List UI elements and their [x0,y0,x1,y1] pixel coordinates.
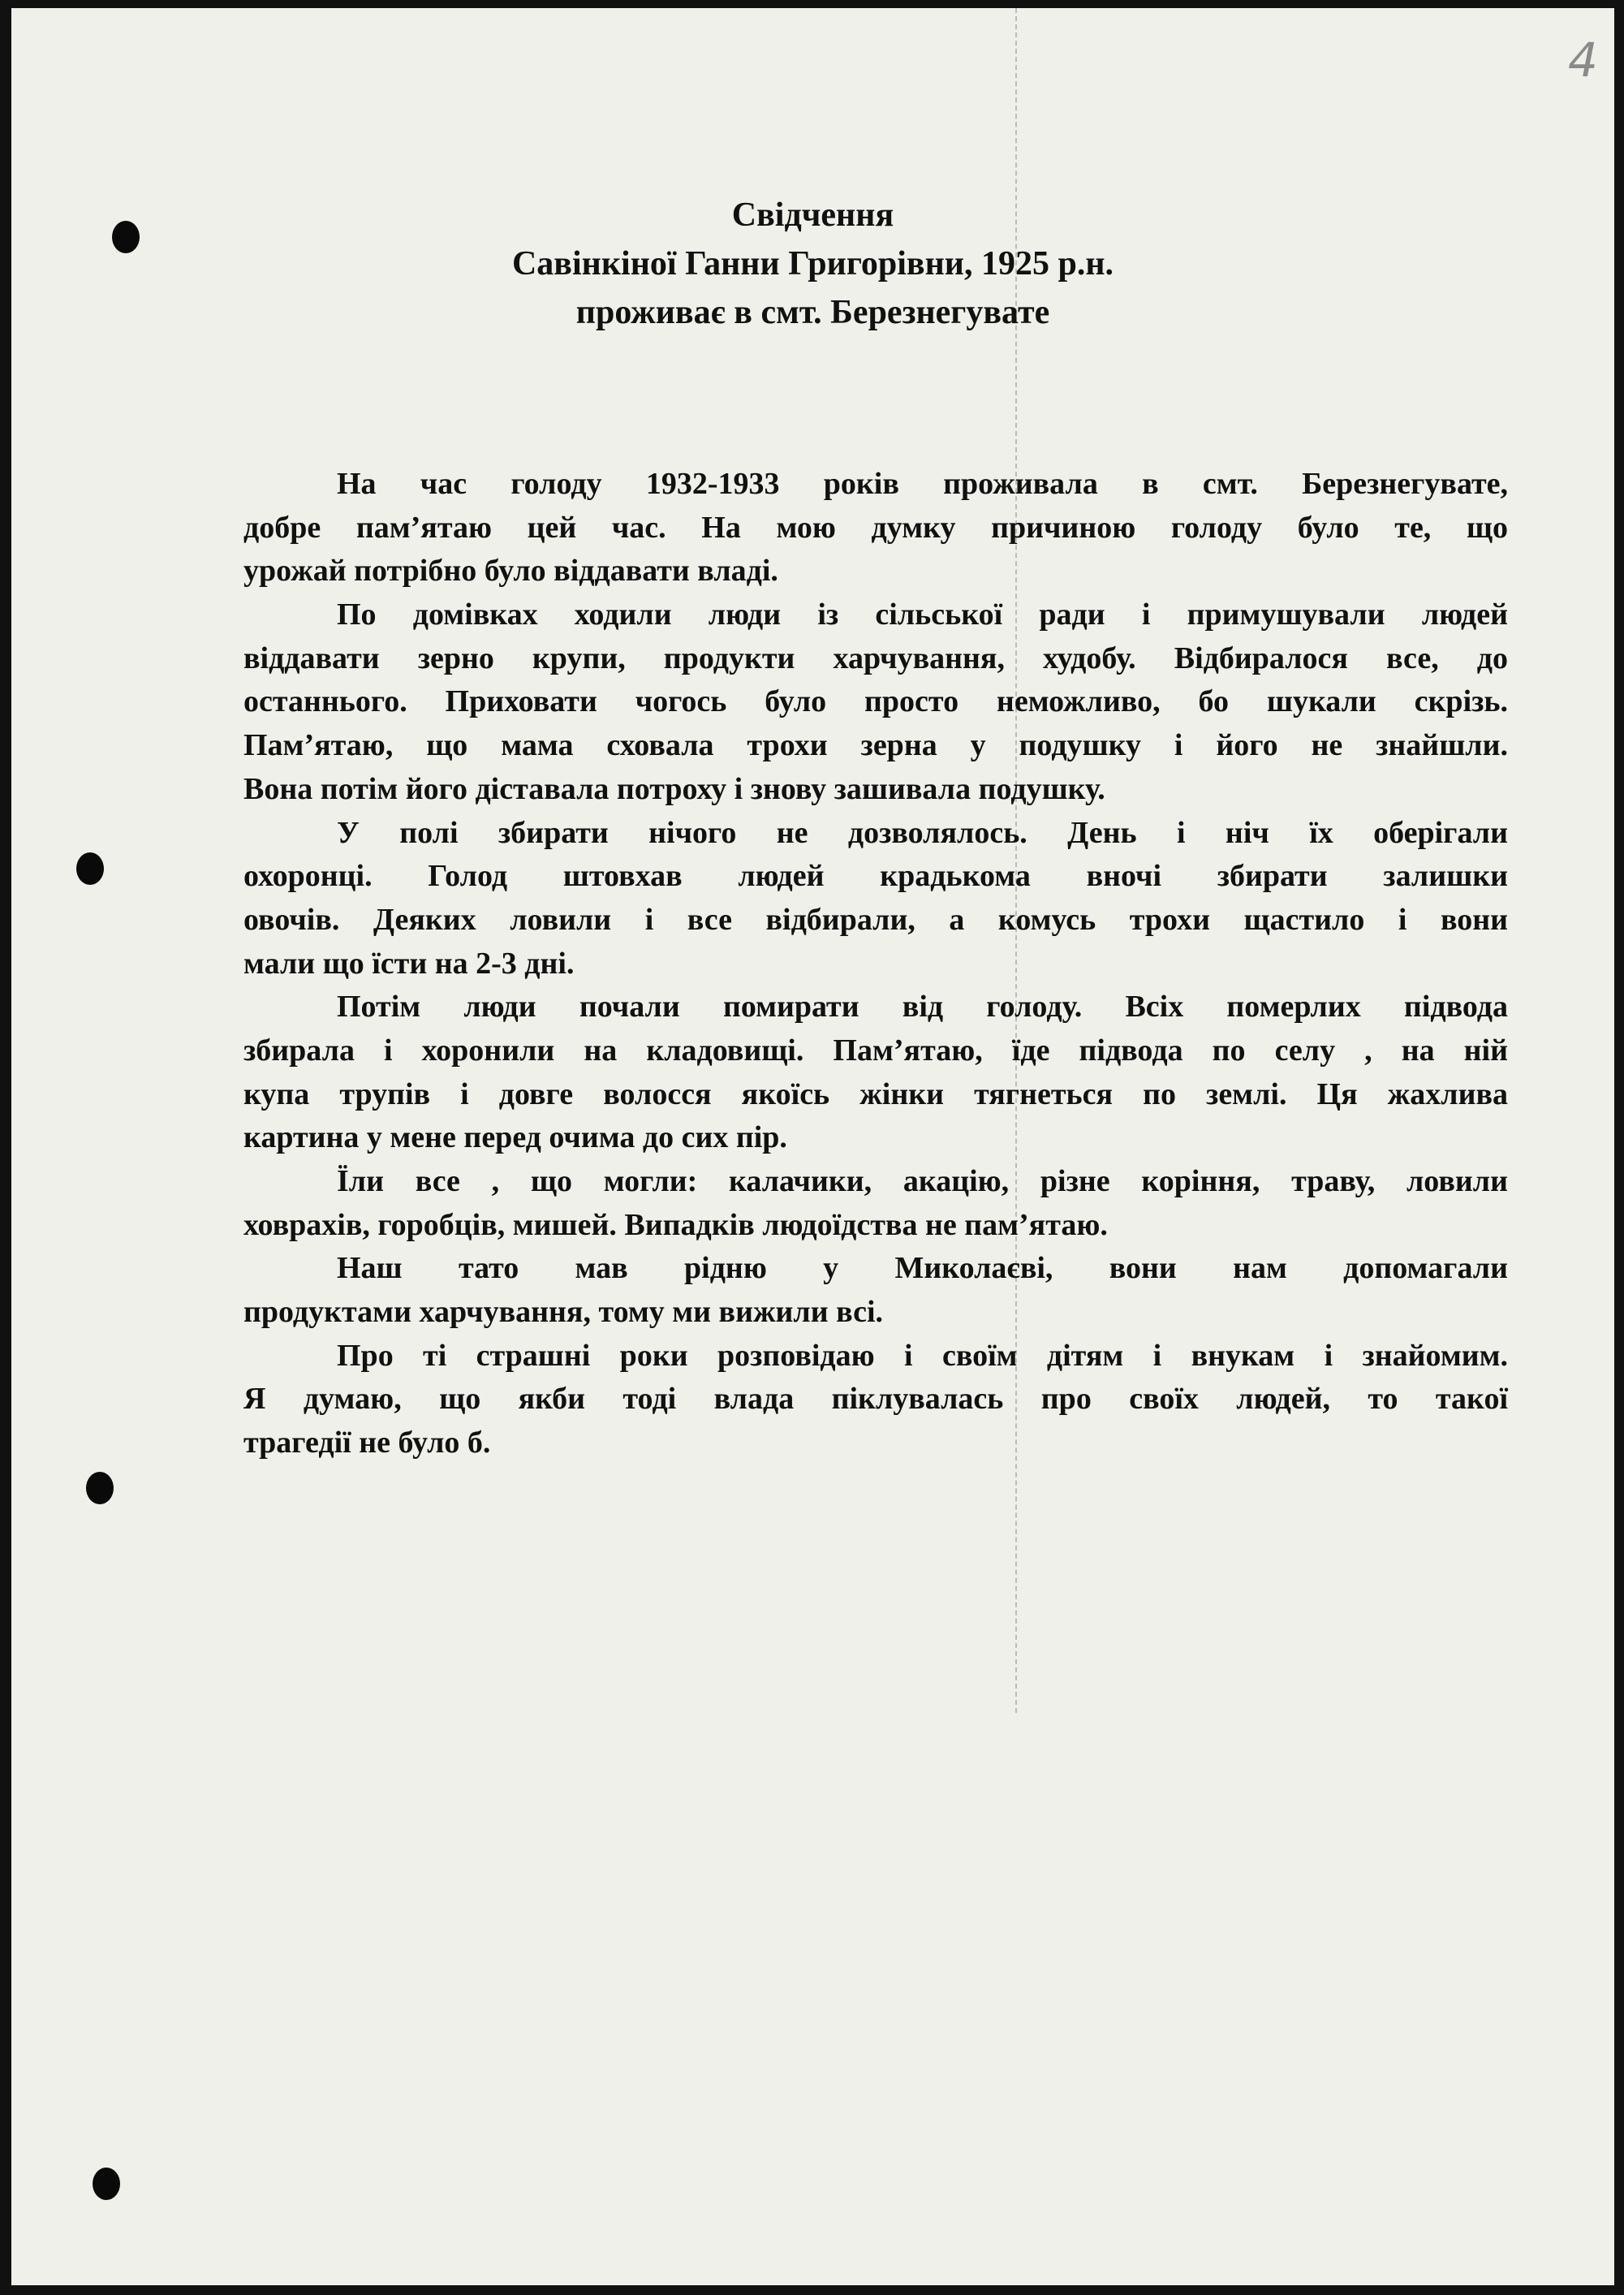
punch-hole [86,1472,114,1504]
page-number: 4 [1568,32,1598,88]
text-line: охоронці. Голод штовхав людей крадькома вночі збирати залишки [243,859,1508,894]
text-line: Потім люди почали помирати від голоду. Всіх померлих підвода [337,990,1508,1025]
text-line: Їли все , що могли: калачики, акацію, різне коріння, траву, ловили [337,1164,1508,1198]
paragraph [243,463,1508,593]
text-line: віддавати зерно крупи, продукти харчування, худобу. Відбиралося все, до [243,641,1508,675]
text-line: Про ті страшні роки розповідаю і своїм дітям і внукам і знайомим. [337,1338,1508,1373]
text-line: останнього. Приховати чогось було просто неможливо, бо шукали скрізь. [243,684,1508,719]
paragraph [243,1160,1508,1247]
testimony-body [243,463,1508,1465]
text-line: На час голоду 1932-1933 років проживала в смт. Березнегувате, [337,467,1508,501]
text-line: овочів. Деяких ловили і все відбирали, а комусь трохи щастило і вони [243,902,1508,937]
witness-name: Савінкіної Ганни Григорівни, 1925 р.н. [511,245,1114,283]
witness-residence: проживає в смт. Березнегувате [575,294,1050,331]
punch-hole [76,852,104,885]
text-line: добре пам’ятаю цей час. На мою думку причиною голоду було те, що [243,510,1508,545]
paragraph [243,986,1508,1160]
paragraph [243,1335,1508,1465]
text-line: збирала і хоронили на кладовищі. Пам’ятаю, їде підвода по селу , на ній [243,1033,1508,1068]
paragraph [243,1247,1508,1334]
paragraph [243,812,1508,986]
text-line: купа трупів і довге волосся якоїсь жінки тягнеться по землі. Ця жахлива [243,1076,1508,1111]
text-line: Я думаю, що якби тоді влада піклувалась про своїх людей, то такої [243,1382,1508,1417]
text-line: ховрахів, горобців, мишей. Випадків людоїдства не пам’ятаю. [243,1207,1108,1242]
document-header [11,191,1614,337]
punch-hole [93,2168,120,2200]
text-line: продуктами харчування, тому ми вижили всі. [243,1295,884,1330]
text-line: По домівках ходили люди із сільської ради і примушували людей [337,597,1508,632]
text-line: У полі збирати нічого не дозволялось. День і ніч їх оберігали [337,815,1508,850]
paragraph [243,593,1508,811]
text-line: картина у мене перед очима до сих пір. [243,1120,787,1155]
text-line: трагедії не було б. [243,1426,491,1460]
document-title: Свідчення [731,196,894,234]
text-line: Наш тато мав рідню у Миколаєві, вони нам допомагали [337,1251,1508,1286]
document-page [11,8,1614,2285]
text-line: Вона потім його діставала потроху і знову зашивала подушку. [243,771,1105,806]
text-line: Пам’ятаю, що мама сховала трохи зерна у подушку і його не знайшли. [243,728,1508,763]
text-line: урожай потрібно було віддавати владі. [243,554,778,589]
text-line: мали що їсти на 2-3 дні. [243,946,575,981]
